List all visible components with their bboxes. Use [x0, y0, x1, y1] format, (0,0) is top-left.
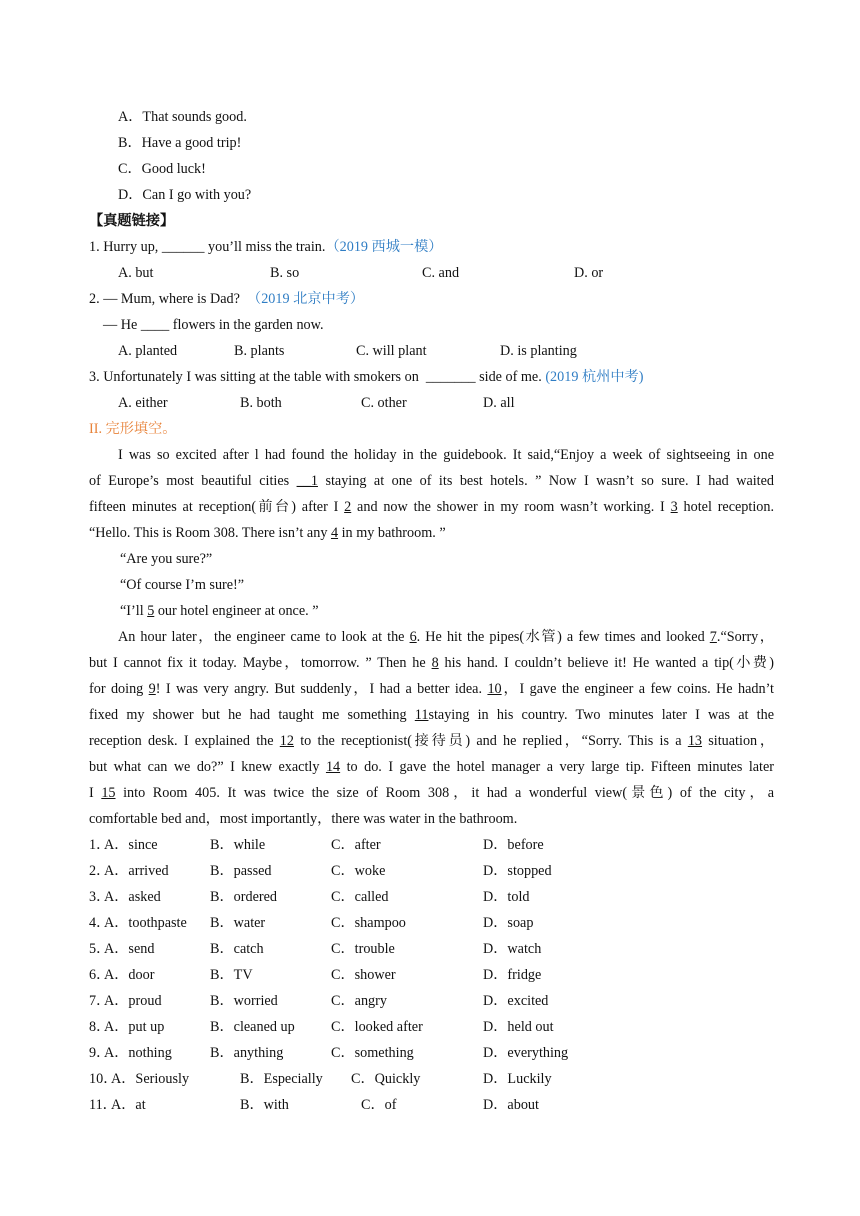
- choice-option: D．about: [483, 1097, 539, 1113]
- question-3-text: 3. Unfortunately I was sitting at the table with smokers on: [89, 369, 419, 385]
- question-1-source: （2019 西城一模）: [325, 239, 443, 255]
- q1-option-a: A. but: [118, 265, 154, 281]
- passage-line-5: “Are you sure?”: [120, 551, 213, 567]
- section-heading-links: 【真题链接】: [89, 213, 175, 229]
- q3-option-b: B. both: [240, 395, 282, 411]
- choice-option: B．TV: [210, 967, 253, 983]
- choice-option: D．stopped: [483, 863, 552, 879]
- choice-option: C．shampoo: [331, 915, 406, 931]
- passage-line-2: of Europe’s most beautiful cities __1 staying at one of its best hotels. ” Now I wasn’t so sure. I had waited: [89, 473, 775, 489]
- passage-line-6: “Of course I’m sure!”: [120, 577, 245, 593]
- choice-option: D．told: [483, 889, 530, 905]
- choice-option: B．cleaned up: [210, 1019, 295, 1035]
- choice-number: 3．: [89, 889, 111, 905]
- choice-option: D．fridge: [483, 967, 542, 983]
- question-3-source: (2019 杭州中考): [545, 369, 644, 385]
- choice-option: B．worried: [210, 993, 278, 1009]
- prev-option-a: A．That sounds good.: [118, 109, 247, 125]
- choice-option: D．soap: [483, 915, 534, 931]
- blank-6: 6: [409, 629, 417, 645]
- choice-option: C．woke: [331, 863, 386, 879]
- prev-option-c: C．Good luck!: [118, 161, 206, 177]
- choice-option: D．excited: [483, 993, 549, 1009]
- question-2-reply: — He ____ flowers in the garden now.: [103, 317, 324, 333]
- choice-option: A．since: [104, 837, 158, 853]
- choice-option: D．Luckily: [483, 1071, 552, 1087]
- choice-option: B．catch: [210, 941, 264, 957]
- choice-option: C．shower: [331, 967, 396, 983]
- q3-option-c: C. other: [361, 395, 407, 411]
- choice-option: A．toothpaste: [104, 915, 187, 931]
- choice-option: B．ordered: [210, 889, 277, 905]
- passage-line-10: for doing 9! I was very angry. But suddenly，I had a better idea. 10，I gave the engineer a few coins. He hadn’t: [89, 681, 774, 697]
- choice-option: A．proud: [104, 993, 162, 1009]
- passage-line-14: I 15 into Room 405. It was twice the size of Room 308，it had a wonderful view(景色) of the city，a: [89, 785, 775, 801]
- q1-option-c: C. and: [422, 265, 460, 281]
- choice-option: B．Especially: [240, 1071, 323, 1087]
- choice-number: 1．: [89, 837, 111, 853]
- question-2-text: 2. — Mum, where is Dad?: [89, 291, 240, 307]
- prev-option-b: B．Have a good trip!: [118, 135, 242, 151]
- choice-number: 9．: [89, 1045, 111, 1061]
- choice-option: A．arrived: [104, 863, 169, 879]
- q3-option-a: A. either: [118, 395, 168, 411]
- choice-option: A．put up: [104, 1019, 165, 1035]
- blank-10: 10: [487, 681, 502, 697]
- q2-option-d: D. is planting: [500, 343, 577, 359]
- blank-7: 7: [709, 629, 717, 645]
- q2-option-c: C. will plant: [356, 343, 427, 359]
- passage-line-1: I was so excited after l had found the holiday in the guidebook. It said,“Enjoy a week of sightseeing in one: [118, 447, 774, 463]
- blank-15: 15: [101, 785, 116, 801]
- blank-4: 4: [330, 525, 339, 541]
- choice-number: 5．: [89, 941, 111, 957]
- choice-option: C．angry: [331, 993, 387, 1009]
- blank-13: 13: [687, 733, 703, 749]
- blank-12: 12: [279, 733, 294, 749]
- choice-number: 10．: [89, 1071, 118, 1087]
- choice-number: 11．: [89, 1097, 117, 1113]
- choice-number: 2．: [89, 863, 111, 879]
- blank-3: 3: [670, 499, 678, 515]
- choice-number: 6．: [89, 967, 111, 983]
- question-2-source: （2019 北京中考）: [247, 291, 365, 307]
- choice-option: A．Seriously: [111, 1071, 190, 1087]
- passage-line-15: comfortable bed and，most importantly，there was water in the bathroom.: [89, 811, 518, 827]
- question-1: [89, 238, 443, 256]
- choice-option: C．looked after: [331, 1019, 423, 1035]
- choice-option: A．door: [104, 967, 155, 983]
- choice-option: A．send: [104, 941, 155, 957]
- passage-line-3: fifteen minutes at reception(前台) after I 2 and now the shower in my room wasn’t working. I 3 hotel reception.: [89, 499, 775, 515]
- choice-option: A．at: [111, 1097, 146, 1113]
- blank-11: 11: [414, 707, 429, 723]
- q2-option-b: B. plants: [234, 343, 285, 359]
- choice-option: B．anything: [210, 1045, 284, 1061]
- passage-line-7: “I’ll 5 our hotel engineer at once. ”: [120, 603, 319, 619]
- passage-line-11: fixed my shower but he had taught me something 11staying in his country. Two minutes later I was at the: [89, 707, 775, 723]
- choice-option: B．passed: [210, 863, 272, 879]
- blank-1: __1: [296, 473, 318, 489]
- question-3: [89, 368, 643, 386]
- blank-2: 2: [344, 499, 352, 515]
- blank-14: 14: [325, 759, 341, 775]
- choice-number: 4．: [89, 915, 111, 931]
- choice-option: C．Quickly: [351, 1071, 421, 1087]
- question-2: [89, 290, 364, 308]
- choice-option: B．water: [210, 915, 266, 931]
- prev-option-d: D．Can I go with you?: [118, 187, 252, 203]
- blank-8: 8: [431, 655, 439, 671]
- passage-line-9: but I cannot fix it today. Maybe，tomorrow. ” Then he 8 his hand. I couldn’t believe it! He wanted a tip(小费): [89, 655, 774, 671]
- passage-line-13: but what can we do?” I knew exactly 14 to do. I gave the hotel manager a very large tip. Fifteen minutes later: [89, 759, 775, 775]
- choice-option: A．nothing: [104, 1045, 172, 1061]
- choice-option: C．trouble: [331, 941, 395, 957]
- blank-5: 5: [147, 603, 155, 619]
- choice-number: 8．: [89, 1019, 111, 1035]
- choice-option: D．watch: [483, 941, 542, 957]
- choice-option: D．before: [483, 837, 544, 853]
- passage-line-12: reception desk. I explained the 12 to the receptionist(接待员) and he replied，“Sorry. This is a 13 situation，: [89, 733, 775, 749]
- choice-option: B．with: [240, 1097, 289, 1113]
- q2-option-a: A. planted: [118, 343, 178, 359]
- question-3-blank: _______: [425, 369, 476, 385]
- choice-option: C．after: [331, 837, 381, 853]
- passage-line-4: “Hello. This is Room 308. There isn’t any 4 in my bathroom. ”: [89, 525, 446, 541]
- choice-option: C．called: [331, 889, 389, 905]
- section-heading-cloze: II. 完形填空。: [89, 421, 177, 437]
- choice-option: C．of: [361, 1097, 397, 1113]
- choice-option: D．everything: [483, 1045, 569, 1061]
- blank-9: 9: [148, 681, 156, 697]
- choice-option: B．while: [210, 837, 266, 853]
- q1-option-b: B. so: [270, 265, 300, 281]
- q3-option-d: D. all: [483, 395, 515, 411]
- choice-number: 7．: [89, 993, 111, 1009]
- question-3-text-b: side of me.: [475, 369, 542, 385]
- choice-option: A．asked: [104, 889, 161, 905]
- question-1-text: 1. Hurry up, ______ you’ll miss the train.: [89, 239, 326, 255]
- choice-option: D．held out: [483, 1019, 554, 1035]
- choice-option: C．something: [331, 1045, 414, 1061]
- q1-option-d: D. or: [574, 265, 604, 281]
- passage-line-8: An hour later，the engineer came to look at the 6. He hit the pipes(水管) a few times and looked 7.“Sorry，: [118, 629, 774, 645]
